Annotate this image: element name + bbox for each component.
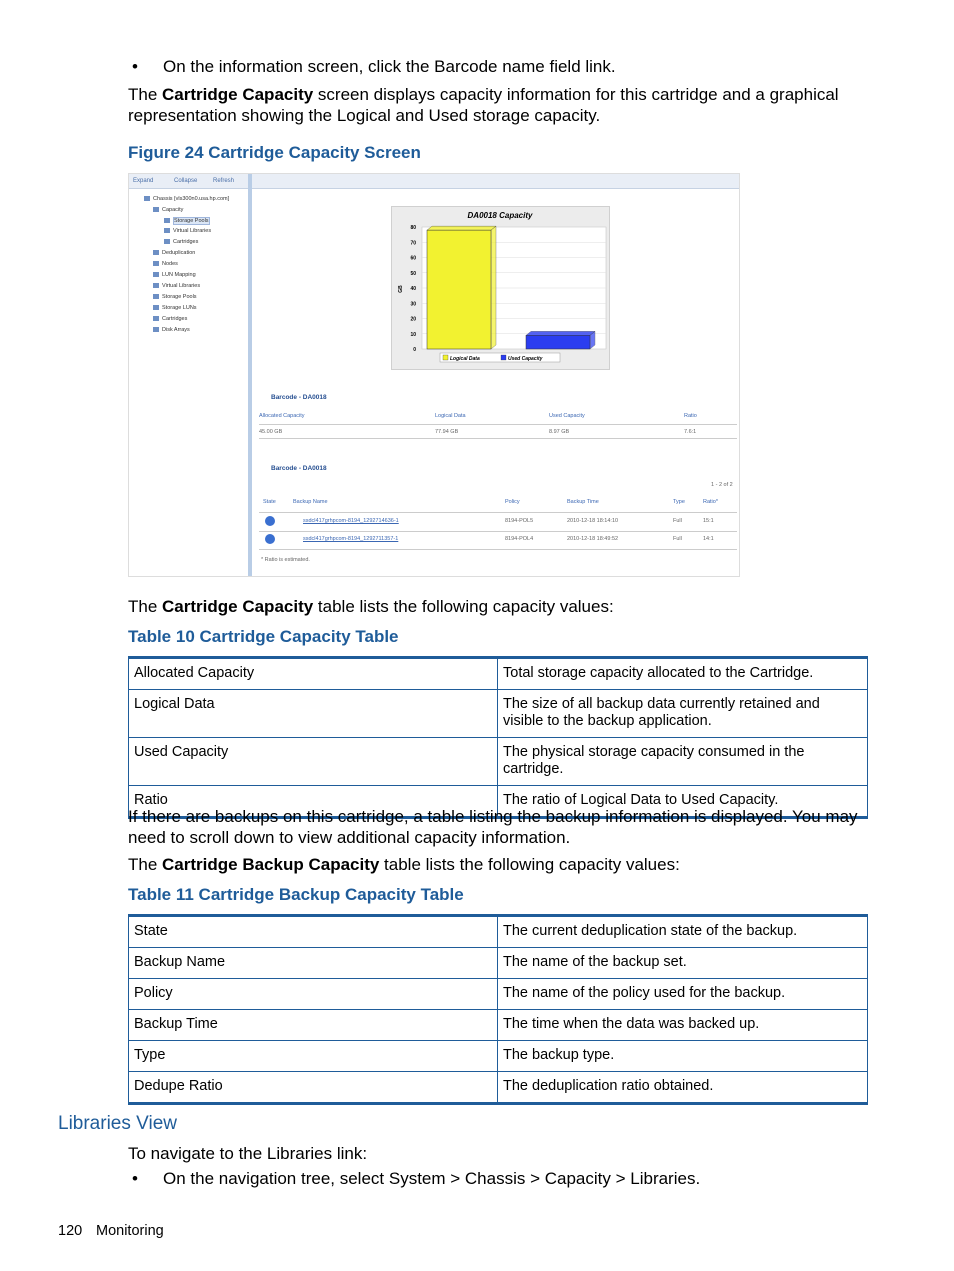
bar-side xyxy=(491,226,496,349)
bar-top xyxy=(427,226,496,230)
tree-item[interactable] xyxy=(153,250,195,256)
collapse-link[interactable]: Collapse xyxy=(174,178,198,184)
description-cell: The current deduplication state of the backup. xyxy=(498,916,868,948)
term-cell: Dedupe Ratio xyxy=(129,1072,498,1104)
ratio-footnote: * Ratio is estimated. xyxy=(261,557,310,563)
summary-value: 45.00 GB xyxy=(259,429,283,435)
term-cell: Backup Time xyxy=(129,1010,498,1041)
table-row xyxy=(129,1072,868,1104)
barcode-title-2: Barcode - DA0018 xyxy=(271,465,327,472)
main-toolbar xyxy=(252,174,739,189)
state-indicator-icon xyxy=(265,516,275,526)
term-cell: Type xyxy=(129,1041,498,1072)
table-row xyxy=(129,948,868,979)
backup-time: 2010-12-18 18:14:10 xyxy=(567,518,619,524)
pager: 1 - 2 of 2 xyxy=(711,482,733,488)
term-cell: Backup Name xyxy=(129,948,498,979)
figure-caption: Figure 24 Cartridge Capacity Screen xyxy=(128,143,421,162)
tree-item[interactable] xyxy=(144,196,229,202)
page-number: 120 xyxy=(58,1223,83,1239)
backup-header: Policy xyxy=(505,499,520,505)
y-tick-label: 40 xyxy=(410,286,416,292)
chart-title: DA0018 Capacity xyxy=(467,211,533,220)
backup-ratio: 15:1 xyxy=(703,518,714,524)
folder-icon xyxy=(153,207,159,212)
term-cell: Used Capacity xyxy=(129,738,498,786)
table-row xyxy=(129,690,868,738)
description-cell: The time when the data was backed up. xyxy=(498,1010,868,1041)
table10-caption: Table 10 Cartridge Capacity Table xyxy=(128,627,399,646)
description-cell: The name of the backup set. xyxy=(498,948,868,979)
bullet-item: • xyxy=(132,57,138,76)
tree-item-label: Nodes xyxy=(162,261,178,267)
intro-bullet-text: On the information screen, click the Barcode name field link. xyxy=(163,57,616,76)
summary-value: 8.97 GB xyxy=(549,429,570,435)
table-row xyxy=(129,1041,868,1072)
intro-paragraph: The Cartridge Capacity screen displays capacity information for this cartridge and a graphical representation showing the Logical and Used storage capacity. xyxy=(128,85,839,125)
backup-ratio: 14:1 xyxy=(703,536,714,542)
folder-icon xyxy=(144,196,150,201)
tree-item[interactable] xyxy=(164,218,210,224)
summary-header: Logical Data xyxy=(435,413,466,419)
state-indicator-icon xyxy=(265,534,275,544)
y-tick-label: 30 xyxy=(410,301,416,308)
footer-section: Monitoring xyxy=(96,1223,164,1239)
row-divider xyxy=(259,549,737,550)
backup-time: 2010-12-18 18:49:52 xyxy=(567,536,619,542)
cc-intro: The Cartridge Capacity table lists the following capacity values: xyxy=(128,597,614,616)
tree-item[interactable] xyxy=(153,316,187,322)
legend-label: Used Capacity xyxy=(508,356,543,362)
tree-item-label: Storage Pools xyxy=(162,294,197,300)
table-row xyxy=(129,738,868,786)
legend-swatch xyxy=(443,355,448,360)
backup-name-link[interactable]: ssdcl417grhpcom-8194_1292714636-1 xyxy=(303,518,399,524)
backups-paragraph: If there are backups on this cartridge, a table listing the backup information is displayed. You may need to scroll down to view additional capacity information. xyxy=(128,807,858,847)
tree-item[interactable] xyxy=(153,327,190,333)
term-cell: Logical Data xyxy=(129,690,498,738)
tree-item[interactable] xyxy=(164,239,198,245)
bar-used-capacity xyxy=(526,335,590,349)
summary-header: Ratio xyxy=(684,413,697,419)
y-tick-label: 80 xyxy=(410,225,416,231)
y-tick-label: 50 xyxy=(410,270,416,277)
folder-icon xyxy=(164,228,170,233)
term-cell: Policy xyxy=(129,979,498,1010)
folder-icon xyxy=(153,305,159,310)
backup-header: Backup Time xyxy=(567,499,599,505)
folder-icon xyxy=(164,218,170,223)
bar-top xyxy=(526,331,595,335)
row-divider xyxy=(259,531,737,532)
backup-header: Backup Name xyxy=(293,499,328,505)
cartridge-capacity-screenshot xyxy=(128,173,740,577)
table11-caption: Table 11 Cartridge Backup Capacity Table xyxy=(128,885,464,904)
summary-value: 7.6:1 xyxy=(684,429,697,435)
folder-icon xyxy=(153,283,159,288)
backup-type: Full xyxy=(673,536,682,542)
tree-item-label: Disk Arrays xyxy=(162,327,190,333)
description-cell: The name of the policy used for the backup. xyxy=(498,979,868,1010)
libraries-heading: Libraries View xyxy=(58,1113,177,1134)
tree-item[interactable] xyxy=(153,207,183,213)
tree-item-label: Virtual Libraries xyxy=(173,228,212,234)
y-tick-label: 0 xyxy=(413,347,416,353)
backup-name-link[interactable]: ssdcl417grhpcom-8194_1292711357-1 xyxy=(303,536,399,542)
tree-item-label: Virtual Libraries xyxy=(162,283,201,289)
libraries-intro: To navigate to the Libraries link: xyxy=(128,1144,368,1163)
tree-item-label: Deduplication xyxy=(162,250,196,256)
description-cell: The deduplication ratio obtained. xyxy=(498,1072,868,1104)
summary-divider-2 xyxy=(259,438,737,439)
tree-item[interactable] xyxy=(153,272,196,278)
tree-item-label: Cartridges xyxy=(173,239,199,245)
folder-icon xyxy=(153,272,159,277)
summary-header: Used Capacity xyxy=(549,413,585,419)
summary-divider xyxy=(259,424,737,425)
tree-toolbar xyxy=(129,174,249,189)
y-tick-label: 10 xyxy=(410,331,416,338)
description-cell: The physical storage capacity consumed in the cartridge. xyxy=(498,738,868,786)
libraries-bullet: On the navigation tree, select System > Chassis > Capacity > Libraries. xyxy=(163,1169,701,1188)
legend-swatch xyxy=(501,355,506,360)
barcode-title-1: Barcode - DA0018 xyxy=(271,394,327,401)
description-cell: The size of all backup data currently retained and visible to the backup application. xyxy=(498,690,868,738)
backup-divider xyxy=(259,512,737,513)
tree-item-label: Storage Pools xyxy=(174,218,209,224)
cbc-intro: The Cartridge Backup Capacity table lists the following capacity values: xyxy=(128,855,680,874)
table-row xyxy=(129,1010,868,1041)
tree-item[interactable] xyxy=(153,294,197,300)
tree-item-label: Capacity xyxy=(162,207,184,213)
backup-header: Type xyxy=(673,499,685,505)
description-cell: Total storage capacity allocated to the Cartridge. xyxy=(498,658,868,690)
y-tick-label: 70 xyxy=(410,240,416,247)
folder-icon xyxy=(153,250,159,255)
bullet-item: • xyxy=(132,1169,138,1188)
backup-type: Full xyxy=(673,518,682,524)
folder-icon xyxy=(153,327,159,332)
y-tick-label: 60 xyxy=(410,255,416,262)
table-row xyxy=(129,916,868,948)
backup-header: Ratio* xyxy=(703,499,718,505)
y-axis-label: GB xyxy=(398,285,404,293)
tree-item-label: Storage LUNs xyxy=(162,305,197,311)
summary-value: 77.94 GB xyxy=(435,429,459,435)
tree-item[interactable] xyxy=(164,228,211,234)
folder-icon xyxy=(164,239,170,244)
refresh-link[interactable]: Refresh xyxy=(213,178,235,184)
folder-icon xyxy=(153,316,159,321)
term-cell: State xyxy=(129,916,498,948)
y-tick-label: 20 xyxy=(410,316,416,323)
summary-header: Allocated Capacity xyxy=(259,413,305,419)
folder-icon xyxy=(153,261,159,266)
description-cell: The backup type. xyxy=(498,1041,868,1072)
tree-item-label: LUN Mapping xyxy=(162,272,196,278)
folder-icon xyxy=(153,294,159,299)
cartridge-capacity-table xyxy=(128,656,868,819)
tree-item-label: Chassis [vls300n0.usa.hp.com] xyxy=(153,196,230,202)
pane-divider[interactable] xyxy=(248,174,252,576)
bar-logical-data xyxy=(427,230,491,349)
capacity-chart xyxy=(391,206,610,370)
description-cell: The ratio of Logical Data to Used Capacity. xyxy=(498,786,868,818)
backup-header: State xyxy=(263,499,276,505)
legend-label: Logical Data xyxy=(450,356,480,362)
cartridge-backup-capacity-table xyxy=(128,914,868,1105)
capacity-chart-svg xyxy=(392,207,609,369)
table-row xyxy=(129,658,868,690)
tree-item[interactable] xyxy=(153,305,197,311)
term-cell: Ratio xyxy=(129,786,498,818)
expand-link[interactable]: Expand xyxy=(133,178,154,184)
backup-policy: 8194-POL5 xyxy=(505,518,534,524)
table-row xyxy=(129,979,868,1010)
backup-policy: 8194-POL4 xyxy=(505,536,534,542)
term-cell: Allocated Capacity xyxy=(129,658,498,690)
tree-item[interactable] xyxy=(153,261,178,267)
tree-item[interactable] xyxy=(153,283,200,289)
tree-item-label: Cartridges xyxy=(162,316,188,322)
